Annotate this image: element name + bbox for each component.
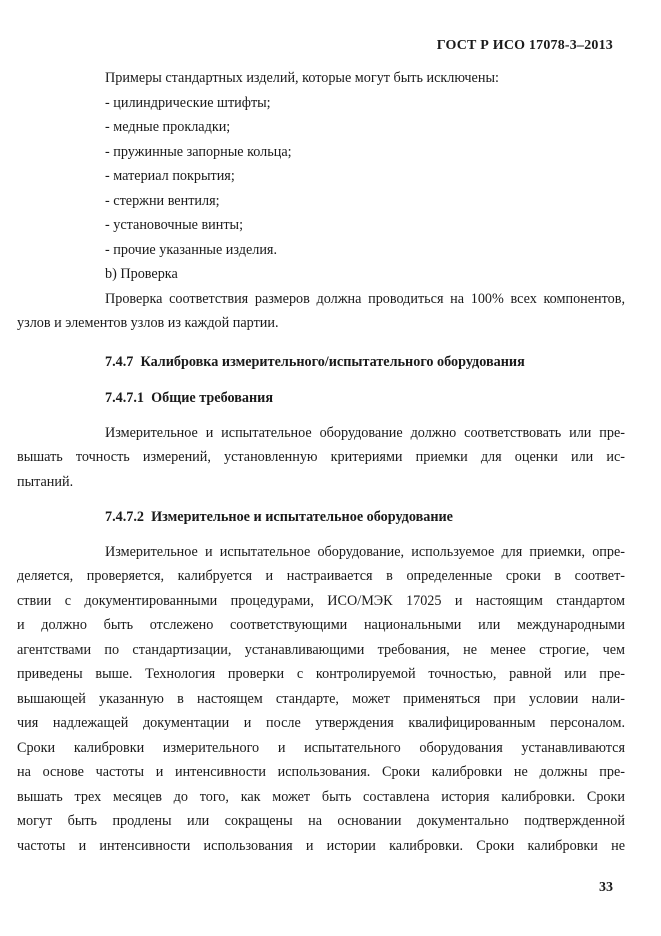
text-line: пытаний. (17, 473, 74, 490)
text-line: могут быть продлены или сокращены на основании документально подтвержденной (17, 813, 625, 829)
text-line: Измерительное и испытательное оборудование должно соответствовать или пре- (105, 424, 625, 441)
examples-list (105, 91, 625, 263)
section-title: Измерительное и испытательное оборудование (151, 509, 453, 525)
section-number: 7.4.7.2 (105, 509, 145, 525)
text-line: вышать точность измерений, установленную критериями приемки для оценки или ис- (17, 449, 625, 465)
text-line: узлов и элементов узлов из каждой партии. (17, 315, 279, 331)
list-item: - цилиндрические штифты; (105, 94, 271, 111)
text-line: чия надлежащей документации и после утверждения квалифицированным персоналом. (17, 715, 625, 731)
text-line: приведены выше. Технология проверки с контролируемой точностью, равной или пре- (17, 666, 625, 682)
page-number: 33 (599, 880, 613, 895)
section-heading-7471 (105, 386, 625, 411)
section-title: Общие требования (151, 390, 273, 406)
section-number: 7.4.7 (105, 353, 134, 370)
text-line: Проверка соответствия размеров должна проводиться на 100% всех компонентов, (105, 290, 625, 307)
text-line: деляется, проверяется, калибруется и настраивается в определенные сроки в соответ- (17, 568, 625, 584)
text-line: частоты и интенсивности использования и истории калибровки. Сроки калибровки не (17, 837, 625, 854)
list-item: - медные прокладки; (105, 119, 231, 135)
section-7472-text (17, 540, 625, 859)
standard-designation: ГОСТ Р ИСО 17078-3–2013 (436, 38, 613, 53)
section-heading-7472 (105, 505, 625, 530)
check-label: b) Проверка (105, 266, 178, 282)
section-7471-text (17, 421, 625, 495)
page-body (17, 66, 625, 858)
section-title: Калибровка измерительного/испытательного оборудования (140, 353, 525, 370)
section-heading-747 (105, 350, 625, 375)
list-item: - установочные винты; (105, 217, 244, 233)
list-item: - пружинные запорные кольца; (105, 143, 292, 160)
text-line: вышающей указанную в настоящем стандарте, может применяться при условии нали- (17, 690, 625, 707)
section-number: 7.4.7.1 (105, 390, 145, 406)
text-line: агентствами по стандартизации, устанавливающими требования, не менее строгие, чем (17, 641, 625, 658)
text-line: Измерительное и испытательное оборудование, используемое для приемки, опре- (105, 543, 625, 560)
text-line: Сроки калибровки измерительного и испытательного оборудования устанавливаются (17, 739, 625, 756)
text-line: на основе частоты и интенсивности использования. Сроки калибровки не должны пре- (17, 764, 625, 780)
text-line: ствии с документированными процедурами, ИСО/МЭК 17025 и настоящим стандартом (17, 592, 625, 609)
list-item: - прочие указанные изделия. (105, 241, 277, 258)
list-item: - материал покрытия; (105, 168, 235, 184)
text-line: вышать трех месяцев до того, как может быть составлена история калибровки. Сроки (17, 788, 625, 805)
text-line: и должно быть отслежено соответствующими национальными или международными (17, 617, 625, 633)
examples-intro: Примеры стандартных изделий, которые могут быть исключены: (105, 70, 499, 86)
check-paragraph (17, 287, 625, 336)
list-item: - стержни вентиля; (105, 192, 220, 209)
